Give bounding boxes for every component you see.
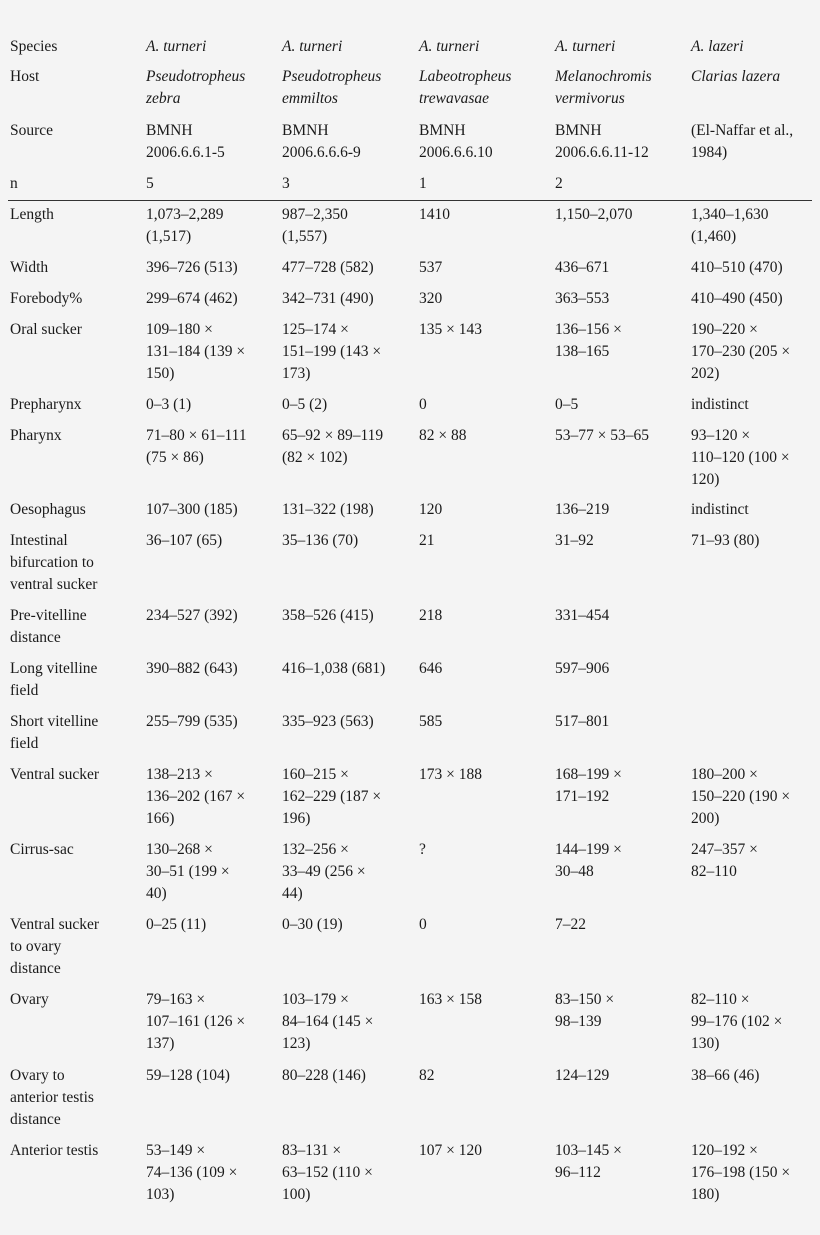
row-value: 0–5 (2) bbox=[282, 396, 328, 413]
row-label: Short vitelline field bbox=[10, 713, 99, 752]
row-value: 109–180 × 131–184 (139 × 150) bbox=[146, 321, 246, 382]
row-value: 38–66 (46) bbox=[691, 1067, 760, 1084]
row-value: 390–882 (643) bbox=[146, 660, 238, 677]
row-value: 1,150–2,070 bbox=[555, 206, 633, 223]
row-value: 131–322 (198) bbox=[282, 501, 374, 518]
row-value: 537 bbox=[419, 259, 443, 276]
host-col-5: Clarias lazera bbox=[691, 68, 781, 85]
row-value: 130–268 × 30–51 (199 × 40) bbox=[146, 841, 230, 902]
species-col-4: A. turneri bbox=[555, 38, 616, 55]
species-col-5: A. lazeri bbox=[691, 38, 744, 55]
row-value: 331–454 bbox=[555, 607, 610, 624]
row-value: 107 × 120 bbox=[419, 1142, 482, 1159]
row-label: Ventral sucker to ovary distance bbox=[10, 916, 100, 977]
source-col-4: BMNH 2006.6.6.11-12 bbox=[555, 122, 649, 161]
row-value: 1,073–2,289 (1,517) bbox=[146, 206, 224, 245]
row-value: 65–92 × 89–119 (82 × 102) bbox=[282, 427, 384, 466]
row-value: 160–215 × 162–229 (187 × 196) bbox=[282, 766, 382, 827]
row-label: Long vitelline field bbox=[10, 660, 98, 699]
row-value: 53–77 × 53–65 bbox=[555, 427, 649, 444]
host-col-2: Pseudotropheus emmiltos bbox=[282, 68, 382, 107]
row-value: 124–129 bbox=[555, 1067, 610, 1084]
row-value: 477–728 (582) bbox=[282, 259, 374, 276]
row-label: Prepharynx bbox=[10, 396, 82, 413]
row-label: Pharynx bbox=[10, 427, 62, 444]
row-value: 35–136 (70) bbox=[282, 532, 359, 549]
n-col-2: 3 bbox=[282, 175, 290, 192]
source-col-5: (El-Naffar et al., 1984) bbox=[691, 122, 794, 161]
row-value: 79–163 × 107–161 (126 × 137) bbox=[146, 991, 246, 1052]
row-value: 125–174 × 151–199 (143 × 173) bbox=[282, 321, 382, 382]
row-value: 335–923 (563) bbox=[282, 713, 374, 730]
species-col-1: A. turneri bbox=[146, 38, 207, 55]
header-rule bbox=[8, 200, 812, 201]
row-value: 585 bbox=[419, 713, 443, 730]
row-value: 144–199 × 30–48 bbox=[555, 841, 622, 880]
row-value: 82–110 × 99–176 (102 × 130) bbox=[691, 991, 783, 1052]
row-value: 0–3 (1) bbox=[146, 396, 192, 413]
row-value: 31–92 bbox=[555, 532, 594, 549]
row-value: 342–731 (490) bbox=[282, 290, 374, 307]
row-value: 416–1,038 (681) bbox=[282, 660, 386, 677]
row-value: 82 bbox=[419, 1067, 435, 1084]
row-value: 173 × 188 bbox=[419, 766, 482, 783]
row-value: 0 bbox=[419, 396, 427, 413]
row-value: 21 bbox=[419, 532, 435, 549]
row-value: 93–120 × 110–120 (100 × 120) bbox=[691, 427, 790, 488]
n-col-1: 5 bbox=[146, 175, 154, 192]
species-label: Species bbox=[10, 38, 58, 55]
row-label: Width bbox=[10, 259, 49, 276]
row-value: 136–156 × 138–165 bbox=[555, 321, 622, 360]
row-value: 83–131 × 63–152 (110 × 100) bbox=[282, 1142, 373, 1203]
row-value: 71–93 (80) bbox=[691, 532, 760, 549]
row-label: Pre-vitelline distance bbox=[10, 607, 87, 646]
row-value: 410–490 (450) bbox=[691, 290, 783, 307]
species-col-3: A. turneri bbox=[419, 38, 480, 55]
row-value: ? bbox=[419, 841, 426, 858]
row-value: 136–219 bbox=[555, 501, 610, 518]
n-col-4: 2 bbox=[555, 175, 563, 192]
row-label: Oral sucker bbox=[10, 321, 82, 338]
source-label: Source bbox=[10, 122, 54, 139]
row-value: 120 bbox=[419, 501, 443, 518]
row-value: 363–553 bbox=[555, 290, 610, 307]
row-label: Anterior testis bbox=[10, 1142, 99, 1159]
row-value: 107–300 (185) bbox=[146, 501, 238, 518]
row-value: 247–357 × 82–110 bbox=[691, 841, 758, 880]
row-value: 103–145 × 96–112 bbox=[555, 1142, 622, 1181]
row-value: 0–25 (11) bbox=[146, 916, 207, 933]
row-label: Ovary bbox=[10, 991, 49, 1008]
row-value: 1410 bbox=[419, 206, 450, 223]
row-label: Ventral sucker bbox=[10, 766, 100, 783]
row-value: 36–107 (65) bbox=[146, 532, 223, 549]
row-value: 299–674 (462) bbox=[146, 290, 238, 307]
row-value: indistinct bbox=[691, 396, 749, 413]
row-value: 396–726 (513) bbox=[146, 259, 238, 276]
row-value: 82 × 88 bbox=[419, 427, 467, 444]
row-label: Oesophagus bbox=[10, 501, 86, 518]
row-value: 53–149 × 74–136 (109 × 103) bbox=[146, 1142, 238, 1203]
row-value: 0–30 (19) bbox=[282, 916, 343, 933]
source-col-3: BMNH 2006.6.6.10 bbox=[419, 122, 493, 161]
row-label: Cirrus-sac bbox=[10, 841, 74, 858]
row-value: 597–906 bbox=[555, 660, 610, 677]
row-value: 120–192 × 176–198 (150 × 180) bbox=[691, 1142, 791, 1203]
row-value: 255–799 (535) bbox=[146, 713, 238, 730]
row-value: 0 bbox=[419, 916, 427, 933]
row-value: indistinct bbox=[691, 501, 749, 518]
row-label: Forebody% bbox=[10, 290, 83, 307]
row-label: Length bbox=[10, 206, 54, 223]
row-value: 80–228 (146) bbox=[282, 1067, 366, 1084]
source-col-1: BMNH 2006.6.6.1-5 bbox=[146, 122, 225, 161]
species-col-2: A. turneri bbox=[282, 38, 343, 55]
row-value: 0–5 bbox=[555, 396, 579, 413]
source-col-2: BMNH 2006.6.6.6-9 bbox=[282, 122, 361, 161]
host-col-3: Labeotropheus trewavasae bbox=[419, 68, 512, 107]
row-value: 71–80 × 61–111 (75 × 86) bbox=[146, 427, 247, 466]
row-value: 987–2,350 (1,557) bbox=[282, 206, 348, 245]
row-value: 234–527 (392) bbox=[146, 607, 238, 624]
row-value: 7–22 bbox=[555, 916, 586, 933]
row-value: 163 × 158 bbox=[419, 991, 482, 1008]
row-value: 168–199 × 171–192 bbox=[555, 766, 622, 805]
n-label: n bbox=[10, 175, 18, 192]
row-value: 410–510 (470) bbox=[691, 259, 783, 276]
row-value: 59–128 (104) bbox=[146, 1067, 230, 1084]
host-label: Host bbox=[10, 68, 40, 85]
row-value: 132–256 × 33–49 (256 × 44) bbox=[282, 841, 366, 902]
row-label: Ovary to anterior testis distance bbox=[10, 1067, 94, 1128]
row-value: 190–220 × 170–230 (205 × 202) bbox=[691, 321, 791, 382]
row-value: 135 × 143 bbox=[419, 321, 482, 338]
row-value: 103–179 × 84–164 (145 × 123) bbox=[282, 991, 374, 1052]
row-value: 83–150 × 98–139 bbox=[555, 991, 615, 1030]
row-value: 358–526 (415) bbox=[282, 607, 374, 624]
n-col-3: 1 bbox=[419, 175, 427, 192]
row-value: 517–801 bbox=[555, 713, 610, 730]
row-value: 138–213 × 136–202 (167 × 166) bbox=[146, 766, 246, 827]
row-value: 320 bbox=[419, 290, 443, 307]
row-label: Intestinal bifurcation to ventral sucker bbox=[10, 532, 98, 593]
row-value: 436–671 bbox=[555, 259, 610, 276]
row-value: 1,340–1,630 (1,460) bbox=[691, 206, 769, 245]
row-value: 218 bbox=[419, 607, 443, 624]
host-col-4: Melanochromis vermivorus bbox=[555, 68, 652, 107]
row-value: 646 bbox=[419, 660, 443, 677]
host-col-1: Pseudotropheus zebra bbox=[146, 68, 246, 107]
row-value: 180–200 × 150–220 (190 × 200) bbox=[691, 766, 791, 827]
